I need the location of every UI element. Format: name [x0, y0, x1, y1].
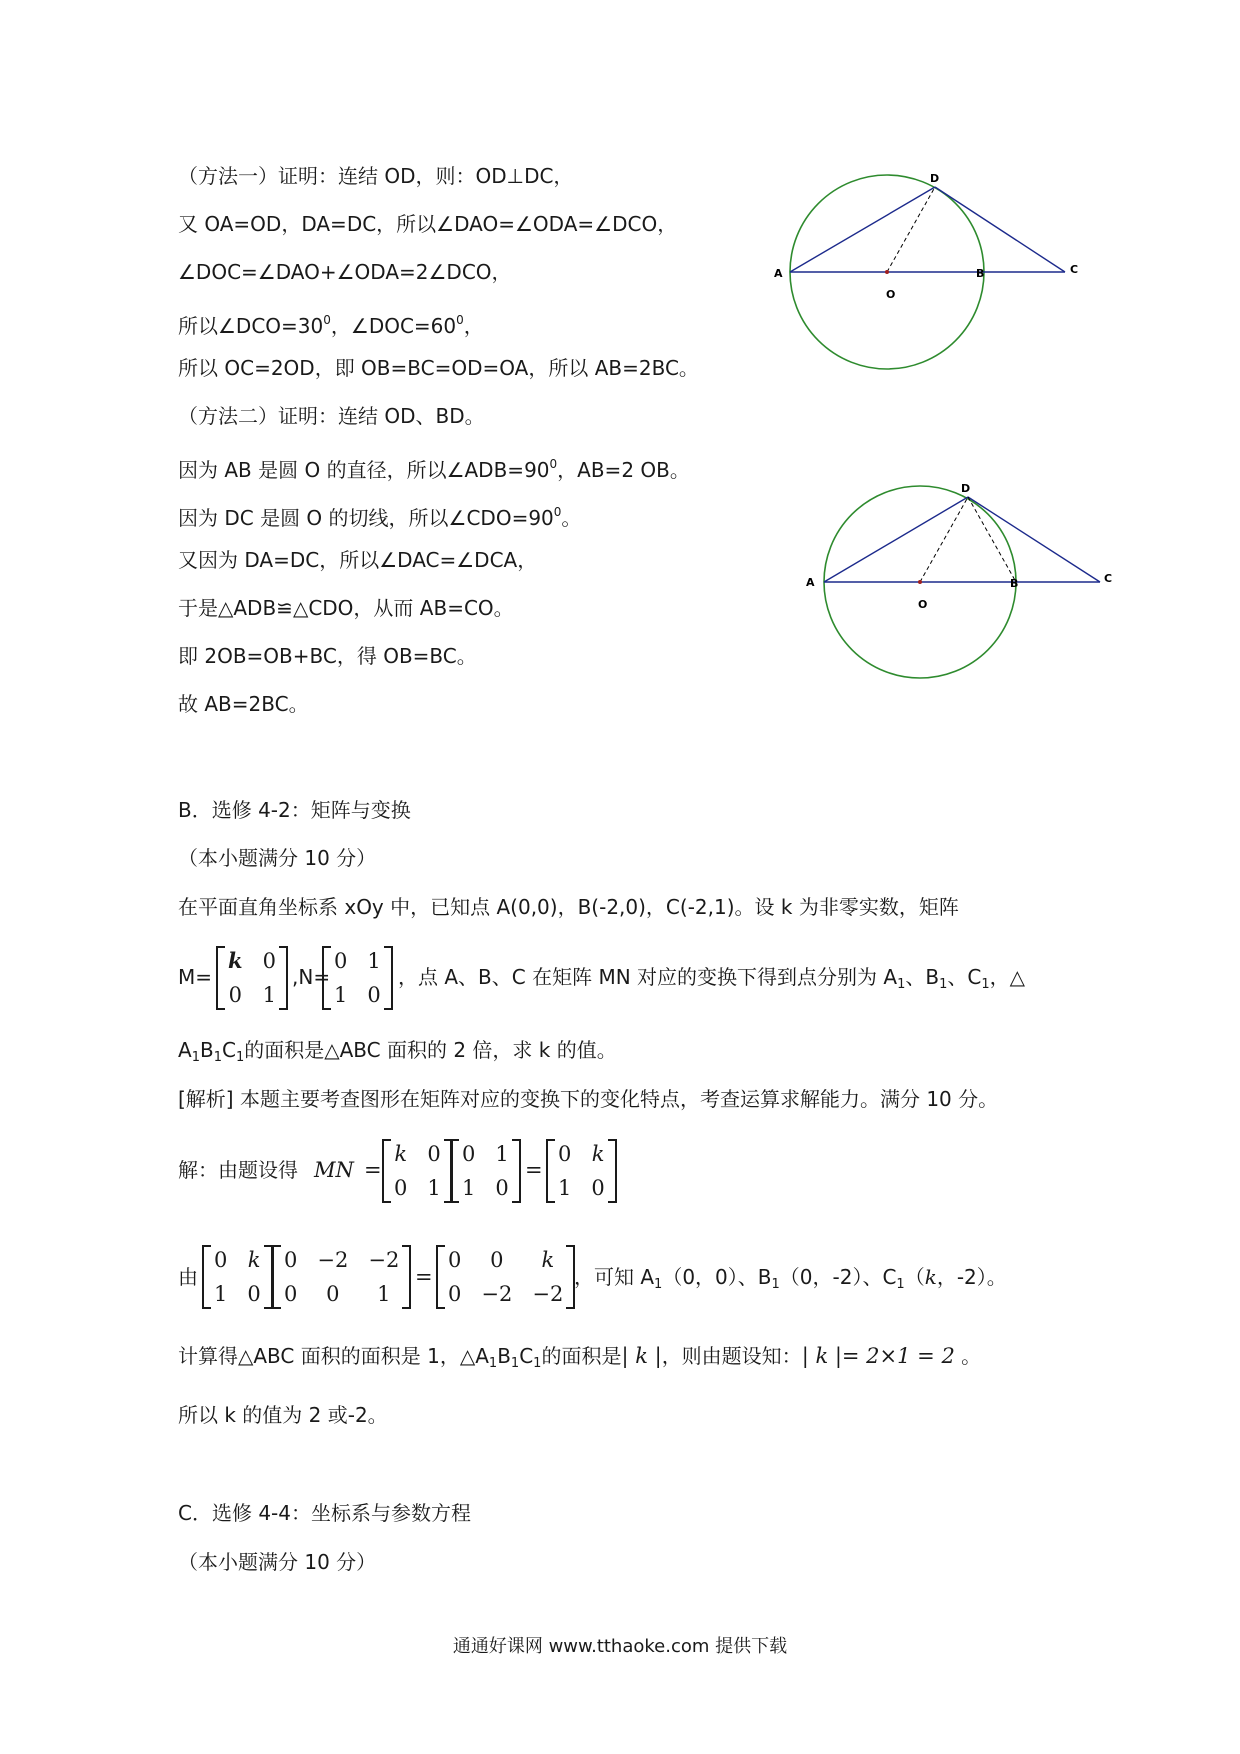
segment-db-dashed: [968, 497, 1016, 582]
proof-line-4: 所以$\angle DCO=30^0$，$\angle DOC=60^0$，: [178, 313, 484, 338]
solution-matrix-result: 0 k 1 0: [546, 1139, 617, 1203]
analysis-line: [解析] 本题主要考查图形在矩阵对应的变换下的变化特点，考查运算求解能力。满分 10 分。: [178, 1087, 999, 1111]
segment-od-dashed: [920, 497, 968, 582]
matrix-m-label: M=: [178, 965, 213, 989]
matrix-n: 0 1 1 0: [322, 946, 393, 1010]
solution-label: 解：由题设得: [178, 1158, 298, 1182]
matrix-n-label: ,N=: [292, 965, 331, 989]
points-matrix: 0 −2 −2 0 0 1: [272, 1245, 411, 1309]
center-point-o: [885, 270, 889, 274]
proof-line-5: 所以 OC=2OD，即 OB=BC=OD=OA，所以 AB=2BC。: [178, 356, 699, 380]
label-b: B: [1010, 577, 1019, 590]
you-label: 由: [178, 1265, 198, 1289]
segment-dc: [935, 187, 1065, 272]
image-points-text: ，可知 $A_1(0$，0）、$B_1(0$，-2）、$C_1(k$，-2）。: [574, 1265, 1007, 1292]
proof-line-11: 即 2OB=OB+BC，得 OB=BC。: [178, 644, 477, 668]
proof-line-3: ∠DOC=∠DAO+∠ODA=2∠DCO，: [178, 260, 512, 284]
center-point-o: [918, 580, 922, 584]
proof-line-8: 因为 DC 是圆 O 的切线，所以$\angle CDO=90^0$。: [178, 505, 582, 530]
question-line-2: ，点 A、B、C 在矩阵 MN 对应的变换下得到点分别为 $A_1$、$B_1$、$C_1$，△: [398, 965, 1025, 992]
proof-line-9: 又因为 DA=DC，所以∠DAC=∠DCA，: [178, 548, 538, 572]
mn-symbol: MN: [314, 1158, 354, 1182]
label-o: O: [886, 288, 896, 301]
geometry-figure-2: [790, 475, 1130, 685]
label-o: O: [918, 598, 928, 611]
question-line-3: $A_1B_1C_1$的面积是△ABC 面积的 2 倍，求 k 的值。: [178, 1038, 617, 1065]
proof-line-12: 故 AB=2BC。: [178, 692, 309, 716]
section-c-title: C．选修 4-4：坐标系与参数方程: [178, 1501, 471, 1525]
segment-od-dashed: [887, 187, 935, 272]
segment-ad: [824, 497, 968, 582]
label-d: D: [930, 172, 940, 185]
proof-line-10: 于是△ADB≌△CDO，从而 AB=CO。: [178, 596, 514, 620]
proof-line-2: 又 OA=OD，DA=DC，所以∠DAO=∠ODA=∠DCO，: [178, 212, 678, 236]
label-d: D: [961, 482, 971, 495]
label-a: A: [774, 267, 783, 280]
solution-matrix-n: 0 1 1 0: [450, 1139, 521, 1203]
section-c-score: （本小题满分 10 分）: [178, 1550, 377, 1574]
proof-line-7: 因为 AB 是圆 O 的直径，所以$\angle ADB=90^0$，AB=2 OB。: [178, 457, 690, 482]
segment-dc: [968, 497, 1100, 582]
solution-matrix-m: k 0 0 1: [382, 1139, 453, 1203]
equals-sign: =: [415, 1265, 433, 1289]
label-c: C: [1104, 572, 1113, 585]
label-b: B: [976, 267, 985, 280]
equals-sign: =: [525, 1158, 543, 1182]
equals-sign: =: [364, 1158, 382, 1182]
segment-ad: [790, 187, 935, 272]
matrix-m: k 0 0 1: [216, 946, 288, 1010]
label-c: C: [1070, 263, 1079, 276]
geometry-figure-1: [760, 165, 1090, 375]
answer-line: 所以 k 的值为 2 或-2。: [178, 1403, 388, 1427]
label-a: A: [806, 576, 815, 589]
section-b-title: B．选修 4-2：矩阵与变换: [178, 798, 411, 822]
image-points-matrix: 0 0 k 0 −2 −2: [436, 1245, 575, 1309]
section-b-score: （本小题满分 10 分）: [178, 846, 377, 870]
question-line-1: 在平面直角坐标系 xOy 中，已知点 A(0,0)，B(-2,0)，C(-2,1)。设 k 为非零实数，矩阵: [178, 895, 959, 919]
proof-line-6: （方法二）证明：连结 OD、BD。: [178, 404, 485, 428]
transform-matrix: 0 k 1 0: [202, 1245, 273, 1309]
page-footer: 通通好课网 www.tthaoke.com 提供下载: [452, 1636, 788, 1657]
proof-line-1: （方法一）证明：连结 OD，则：OD⊥DC，: [178, 164, 574, 188]
area-calculation-line: 计算得△ABC 面积的面积是 1，$\triangle A_1B_1C_1$的面积是| k |，则由题设知：| k |= 2×1 = 2 。: [178, 1344, 982, 1371]
